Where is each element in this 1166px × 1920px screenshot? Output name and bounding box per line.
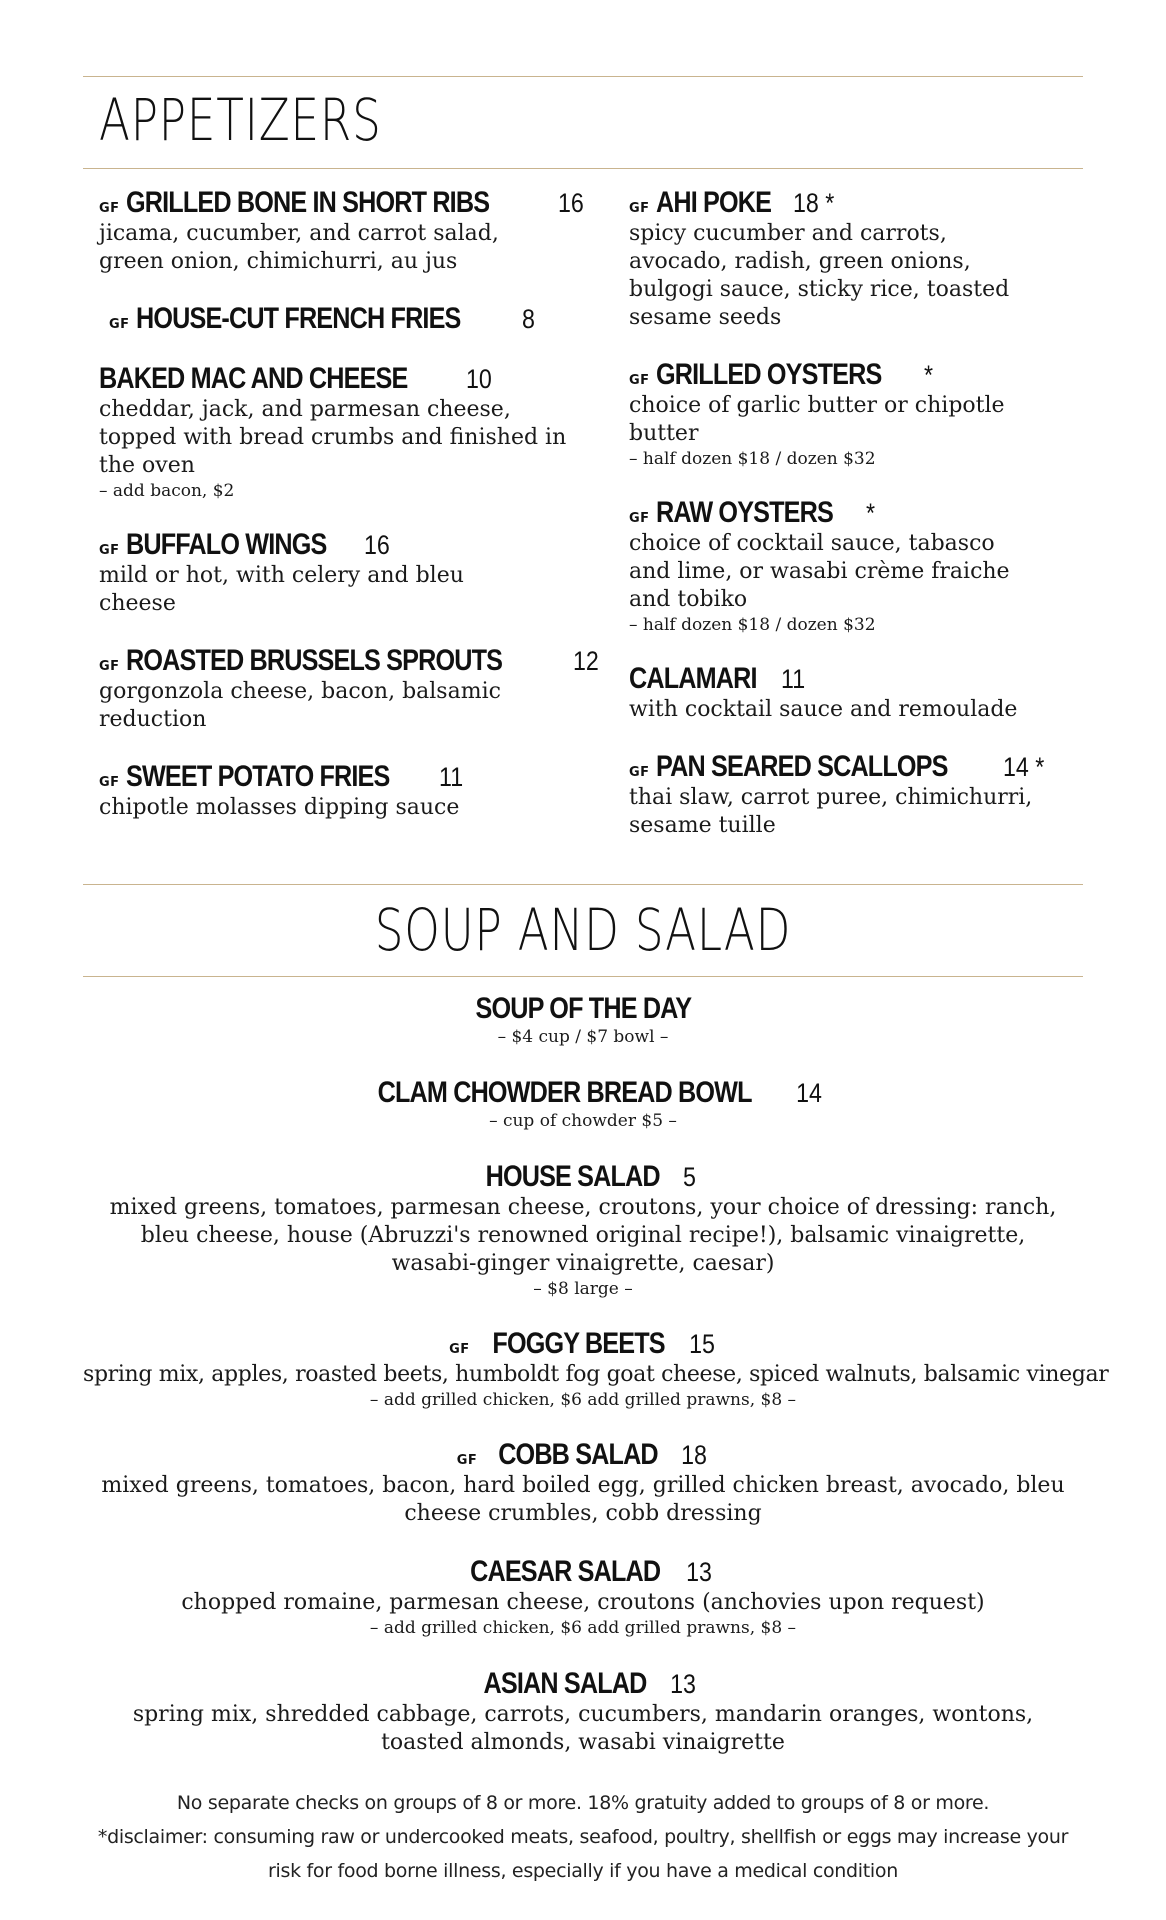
soup-salad-divider (83, 976, 1083, 977)
group-policy-note: No separate checks on groups of 8 or more. 18% gratuity added to groups of 8 or more. (176, 1792, 990, 1814)
item-name: GRILLED OYSTERS (655, 358, 881, 391)
item-price: 10 (466, 364, 493, 394)
item-name: ROASTED BRUSSELS SPROUTS (125, 644, 502, 677)
gluten-free-tag: GF (629, 373, 650, 388)
item-name: ASIAN SALAD (483, 1667, 647, 1700)
item-description: choice of garlic butter or chipotle butter (629, 393, 1005, 446)
item-name: HOUSE-CUT FRENCH FRIES (135, 302, 461, 335)
gluten-free-tag: GF (109, 317, 130, 332)
item-description: mixed greens, tomatoes, bacon, hard boiled egg, grilled chicken breast, avocado, bleu cheese crumbles, cobb dressing (101, 1473, 1065, 1526)
menu-item (83, 1160, 1083, 1300)
item-name: SOUP OF THE DAY (475, 992, 691, 1025)
menu-item (99, 362, 569, 502)
gluten-free-tag: GF (99, 201, 120, 216)
item-description: spring mix, shredded cabbage, carrots, cucumbers, mandarin oranges, wontons, toasted almonds, wasabi vinaigrette (132, 1702, 1034, 1755)
item-price: 12 (573, 646, 600, 676)
item-name: SWEET POTATO FRIES (125, 760, 390, 793)
menu-item (629, 496, 1099, 636)
item-name: PAN SEARED SCALLOPS (655, 750, 948, 783)
menu-item (83, 1076, 1083, 1132)
menu-item (99, 760, 569, 822)
item-description: mild or hot, with celery and bleu cheese (99, 563, 464, 616)
gluten-free-tag: GF (449, 1342, 470, 1357)
item-name: AHI POKE (655, 186, 771, 219)
item-note: – add grilled chicken, $6 add grilled prawns, $8 – (369, 1618, 797, 1638)
item-name: BAKED MAC AND CHEESE (99, 362, 408, 395)
item-note: – half dozen $18 / dozen $32 (629, 615, 876, 635)
footer (83, 1786, 1083, 1888)
item-note: – add grilled chicken, $6 add grilled prawns, $8 – (369, 1390, 797, 1410)
menu-item (99, 186, 584, 276)
item-price: 14 * (1002, 752, 1045, 782)
item-description: chopped romaine, parmesan cheese, croutons (anchovies upon request) (181, 1590, 985, 1615)
item-note: – $8 large – (533, 1279, 633, 1299)
menu-item (99, 528, 569, 618)
item-price: 11 (780, 664, 806, 694)
item-price: 11 (439, 762, 464, 792)
soup-salad-title: SOUP AND SALAD (374, 896, 792, 964)
item-description: choice of cocktail sauce, tabasco and lime, or wasabi crème fraiche and tobiko (629, 531, 1010, 612)
disclaimer: *disclaimer: consuming raw or undercooked meats, seafood, poultry, shellfish or eggs may increase your risk for food borne illness, especially if you have a medical condition (97, 1826, 1069, 1882)
item-name: COBB SALAD (498, 1438, 659, 1471)
item-note: – cup of chowder $5 – (489, 1111, 677, 1131)
appetizers-right-column (629, 186, 1099, 866)
item-description: chipotle molasses dipping sauce (99, 795, 460, 820)
item-description: spring mix, apples, roasted beets, humboldt fog goat cheese, spiced walnuts, balsamic vinegar (83, 1362, 1109, 1387)
item-price: 14 (795, 1078, 822, 1108)
menu-item (629, 750, 1099, 840)
gluten-free-tag: GF (99, 659, 120, 674)
item-note: – $4 cup / $7 bowl – (497, 1027, 669, 1047)
item-name: HOUSE SALAD (485, 1160, 660, 1193)
soup-salad-top-divider (83, 884, 1083, 885)
item-price: * (923, 360, 933, 390)
menu-item (629, 186, 1099, 332)
menu-item (83, 1667, 1083, 1757)
gluten-free-tag: GF (629, 511, 650, 526)
gluten-free-tag: GF (629, 765, 650, 780)
item-description: spicy cucumber and carrots, avocado, radish, green onions, bulgogi sauce, sticky rice, toasted sesame seeds (629, 221, 1010, 330)
gluten-free-tag: GF (99, 543, 120, 558)
item-name: CLAM CHOWDER BREAD BOWL (377, 1076, 752, 1109)
menu-item (83, 1555, 1083, 1639)
item-note: – add bacon, $2 (99, 481, 235, 501)
item-name: GRILLED BONE IN SHORT RIBS (125, 186, 489, 219)
item-name: CALAMARI (629, 662, 757, 695)
item-price: 5 (683, 1162, 697, 1192)
item-description: mixed greens, tomatoes, parmesan cheese, croutons, your choice of dressing: ranch, bleu cheese, house (Abruzzi's renowned original recipe!), balsamic vinaigrette, wasabi-ginger vinaigrette, caesar) (109, 1195, 1057, 1276)
menu-item (629, 358, 1099, 470)
top-divider (83, 76, 1083, 77)
item-price: 18 (681, 1440, 708, 1470)
item-price: 15 (688, 1329, 715, 1359)
item-price: 16 (364, 530, 391, 560)
menu-item (99, 644, 600, 734)
gluten-free-tag: GF (629, 201, 650, 216)
gluten-free-tag: GF (456, 1453, 478, 1468)
item-description: cheddar, jack, and parmesan cheese, topped with bread crumbs and finished in the oven (99, 397, 567, 478)
appetizers-title: APPETIZERS (99, 86, 382, 154)
item-note: – half dozen $18 / dozen $32 (629, 449, 876, 469)
item-name: RAW OYSTERS (655, 496, 833, 529)
menu-item (83, 1327, 1109, 1411)
gluten-free-tag: GF (99, 775, 120, 790)
item-description: jicama, cucumber, and carrot salad, green onion, chimichurri, au jus (99, 221, 499, 274)
menu-item (83, 1438, 1083, 1528)
item-name: CAESAR SALAD (469, 1555, 661, 1588)
item-description: thai slaw, carrot puree, chimichurri, sesame tuille (629, 785, 1033, 838)
item-name: FOGGY BEETS (492, 1327, 665, 1360)
item-name: BUFFALO WINGS (125, 528, 327, 561)
menu-item (83, 992, 1083, 1048)
item-price: 18 * (792, 188, 834, 218)
item-price: 13 (670, 1669, 696, 1699)
item-price: * (866, 498, 876, 528)
item-price: 13 (686, 1557, 713, 1587)
appetizers-divider (83, 168, 1083, 169)
menu-item (99, 302, 569, 336)
item-price: 16 (557, 188, 584, 218)
menu-item (629, 662, 1099, 724)
appetizers-left-column (99, 186, 600, 848)
item-description: gorgonzola cheese, bacon, balsamic reduction (99, 679, 501, 732)
item-description: with cocktail sauce and remoulade (629, 697, 1018, 722)
item-price: 8 (521, 304, 535, 334)
